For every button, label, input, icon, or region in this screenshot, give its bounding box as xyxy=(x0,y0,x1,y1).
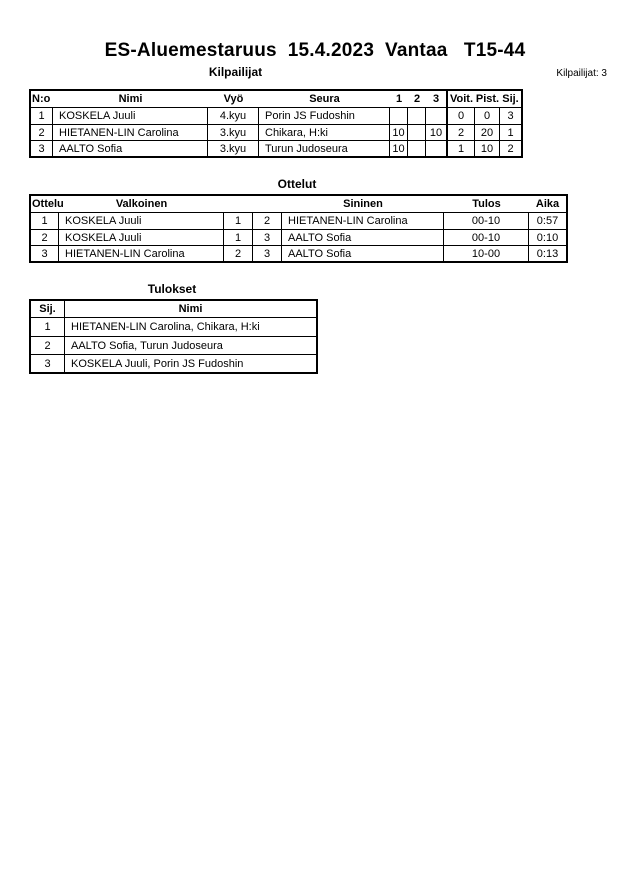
cell-white-no: 2 xyxy=(224,246,253,261)
header-sij: Sij. xyxy=(502,93,519,105)
section-title-tulokset: Tulokset xyxy=(147,282,197,296)
cell-match-no: 1 xyxy=(31,213,59,229)
cell-seura: Turun Judoseura xyxy=(259,141,390,156)
cell-no: 3 xyxy=(31,141,53,156)
cell-sininen: AALTO Sofia xyxy=(282,230,444,245)
cell-valkoinen: HIETANEN-LIN Carolina xyxy=(59,246,224,261)
cell-nimi: HIETANEN-LIN Carolina, Chikara, H:ki xyxy=(71,321,260,333)
match-row xyxy=(31,245,566,261)
cell-round-3 xyxy=(426,141,446,156)
header-voit: Voit. xyxy=(446,91,475,107)
section-title-ottelut: Ottelut xyxy=(277,177,317,191)
match-row xyxy=(31,213,566,229)
section-title-kilpailijat: Kilpailijat xyxy=(208,65,263,79)
cell-round-2 xyxy=(408,141,426,156)
cell-sij: 3 xyxy=(31,355,65,372)
header-round-1: 1 xyxy=(395,93,403,105)
result-row xyxy=(31,336,316,354)
cell-round-2 xyxy=(408,125,426,140)
cell-blue-no: 3 xyxy=(253,246,282,261)
match-row xyxy=(31,229,566,245)
cell-nimi: HIETANEN-LIN Carolina xyxy=(53,125,208,140)
page-title: ES-Aluemestaruus 15.4.2023 Vantaa T15-44 xyxy=(104,40,526,61)
cell-valkoinen: KOSKELA Juuli xyxy=(59,213,224,229)
competitor-row xyxy=(31,140,521,156)
kilpailijat-header-row xyxy=(31,91,521,108)
ottelut-header-row xyxy=(31,196,566,213)
cell-white-no: 1 xyxy=(224,230,253,245)
cell-round-1: 10 xyxy=(390,125,408,140)
header-tulos: Tulos xyxy=(472,198,501,210)
cell-vyo: 3.kyu xyxy=(208,141,259,156)
header-round-2: 2 xyxy=(413,93,421,105)
cell-sininen: AALTO Sofia xyxy=(282,246,444,261)
header-vyo: Vyö xyxy=(223,93,244,105)
tulokset-table xyxy=(29,299,318,374)
cell-sij: 1 xyxy=(507,126,514,139)
result-row xyxy=(31,354,316,372)
header-blue-no xyxy=(253,196,282,212)
competitor-row xyxy=(31,108,521,124)
cell-round-1 xyxy=(390,108,408,124)
result-row xyxy=(31,318,316,336)
header-aika: Aika xyxy=(535,198,560,210)
cell-vyo: 4.kyu xyxy=(208,108,259,124)
header-ottelu: Ottelu xyxy=(32,198,64,210)
kilpailijat-table xyxy=(29,89,523,158)
cell-valkoinen: KOSKELA Juuli xyxy=(59,230,224,245)
header-pist: Pist. xyxy=(475,93,500,105)
cell-voit: 0 xyxy=(446,108,475,124)
competitor-row xyxy=(31,124,521,140)
cell-match-no: 3 xyxy=(31,246,59,261)
cell-sininen: HIETANEN-LIN Carolina xyxy=(282,213,444,229)
cell-voit: 1 xyxy=(446,141,475,156)
cell-pist: 20 xyxy=(475,125,500,140)
cell-aika: 0:13 xyxy=(536,247,559,260)
cell-nimi: KOSKELA Juuli xyxy=(53,108,208,124)
header-nimi: Nimi xyxy=(118,93,143,105)
header-valkoinen: Valkoinen xyxy=(115,198,168,210)
header-no: N:o xyxy=(32,93,51,105)
header-white-no xyxy=(224,196,253,212)
competitors-count: Kilpailijat: 3 xyxy=(556,68,607,79)
cell-round-2 xyxy=(408,108,426,124)
cell-blue-no: 3 xyxy=(253,230,282,245)
cell-round-1: 10 xyxy=(390,141,408,156)
cell-nimi: KOSKELA Juuli, Porin JS Fudoshin xyxy=(71,357,244,370)
cell-seura: Porin JS Fudoshin xyxy=(259,108,390,124)
tulokset-header-row xyxy=(31,301,316,318)
header-sij: Sij. xyxy=(31,301,65,317)
cell-round-3 xyxy=(426,108,446,124)
header-nimi: Nimi xyxy=(178,303,203,315)
cell-voit: 2 xyxy=(446,125,475,140)
header-sininen: Sininen xyxy=(343,198,383,210)
cell-sij: 2 xyxy=(507,142,514,155)
cell-match-no: 2 xyxy=(31,230,59,245)
cell-sij: 1 xyxy=(31,318,65,336)
cell-tulos: 00-10 xyxy=(444,213,529,229)
cell-no: 2 xyxy=(31,125,53,140)
cell-sij: 2 xyxy=(31,337,65,354)
cell-round-3: 10 xyxy=(429,126,443,139)
ottelut-table xyxy=(29,194,568,263)
cell-no: 1 xyxy=(31,108,53,124)
cell-aika: 0:10 xyxy=(536,231,559,244)
cell-tulos: 00-10 xyxy=(444,230,529,245)
cell-seura: Chikara, H:ki xyxy=(259,125,390,140)
header-round-3: 3 xyxy=(432,93,440,105)
cell-aika: 0:57 xyxy=(536,215,559,227)
cell-tulos: 10-00 xyxy=(444,246,529,261)
cell-nimi: AALTO Sofia, Turun Judoseura xyxy=(71,339,223,352)
cell-vyo: 3.kyu xyxy=(208,125,259,140)
cell-nimi: AALTO Sofia xyxy=(53,141,208,156)
cell-pist: 0 xyxy=(475,108,500,124)
cell-blue-no: 2 xyxy=(253,213,282,229)
cell-pist: 10 xyxy=(475,141,500,156)
cell-white-no: 1 xyxy=(224,213,253,229)
header-seura: Seura xyxy=(309,93,340,105)
cell-sij: 3 xyxy=(507,110,514,122)
